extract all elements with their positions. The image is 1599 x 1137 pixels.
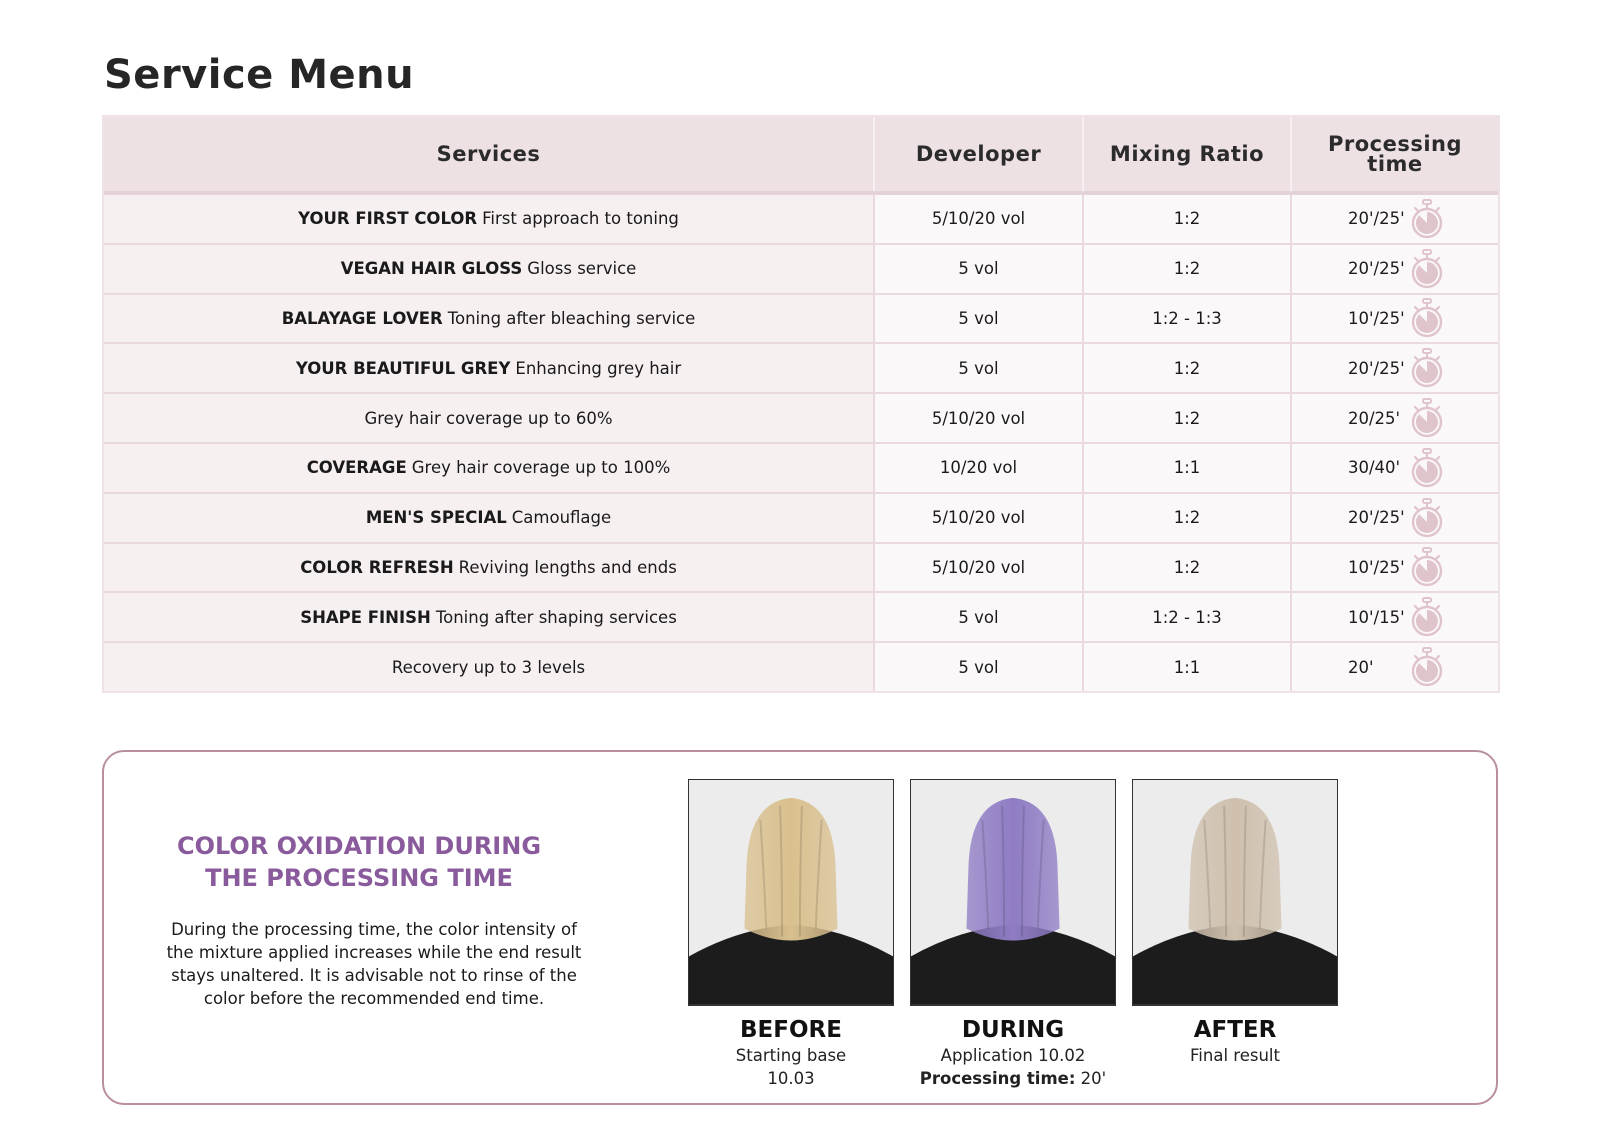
service-name: YOUR FIRST COLOR: [298, 209, 478, 229]
mixing-ratio-cell: 1:2 - 1:3: [1084, 593, 1292, 641]
service-description: Gloss service: [527, 259, 637, 279]
table-row: [104, 492, 1498, 542]
stopwatch-icon: [1410, 348, 1444, 388]
table-row: [104, 641, 1498, 691]
stage-label: DURING: [961, 1017, 1065, 1043]
developer-cell: 5 vol: [875, 593, 1084, 641]
processing-time-cell: [1292, 544, 1498, 592]
processing-time-cell: [1292, 195, 1498, 243]
processing-time-cell: [1292, 344, 1498, 392]
mixing-ratio-cell: 1:2: [1084, 544, 1292, 592]
service-name: COLOR REFRESH: [300, 557, 454, 577]
service-description: Camouflage: [511, 508, 612, 528]
mixing-ratio-cell: 1:2: [1084, 394, 1292, 442]
developer-cell: 5 vol: [875, 245, 1084, 293]
service-name: MEN'S SPECIAL: [365, 508, 507, 528]
stage-label: BEFORE: [740, 1017, 842, 1043]
table-row: [104, 591, 1498, 641]
stopwatch-icon: [1410, 249, 1444, 289]
service-description: First approach to toning: [482, 209, 679, 229]
stage-label: AFTER: [1193, 1017, 1277, 1043]
developer-cell: 5/10/20 vol: [875, 544, 1084, 592]
service-description: Toning after bleaching service: [447, 308, 696, 328]
processing-time-cell: [1292, 444, 1498, 492]
oxidation-heading: COLOR OXIDATION DURING THE PROCESSING TIME: [176, 832, 542, 892]
header-mixing-ratio: Mixing Ratio: [1084, 117, 1292, 191]
service-cell: [104, 245, 875, 293]
stopwatch-icon: [1410, 498, 1444, 538]
processing-time-value: 20'/25': [1348, 209, 1405, 229]
header-processing-time: Processing time: [1327, 132, 1463, 176]
hair-bob-illustration: [1133, 780, 1337, 1005]
service-cell: [104, 444, 875, 492]
processing-time-wrap: [1292, 597, 1498, 637]
table-body: [104, 195, 1498, 691]
developer-cell: 5 vol: [875, 295, 1084, 343]
stage-description: Application 10.02: [940, 1046, 1086, 1065]
mixing-ratio-cell: 1:2: [1084, 245, 1292, 293]
service-description: Recovery up to 3 levels: [391, 657, 586, 677]
developer-cell: 5 vol: [875, 344, 1084, 392]
oxidation-description: During the processing time, the color intensity of the mixture applied increases while the end result stays unaltered. It is advisable not to rinse of the color before the recommended end time.: [166, 920, 582, 1008]
processing-time-wrap: [1292, 199, 1498, 239]
service-description: Reviving lengths and ends: [458, 557, 677, 577]
processing-time-value: 10'/15': [1348, 607, 1405, 627]
stage-description: Final result: [1190, 1046, 1280, 1065]
processing-time-wrap: [1292, 547, 1498, 587]
stopwatch-icon: [1410, 199, 1444, 239]
mixing-ratio-cell: 1:1: [1084, 444, 1292, 492]
processing-time-cell: [1292, 295, 1498, 343]
stage-card-after: [1132, 779, 1338, 1067]
table-row: [104, 243, 1498, 293]
developer-cell: 5/10/20 vol: [875, 394, 1084, 442]
service-cell: [104, 195, 875, 243]
service-name: YOUR BEAUTIFUL GREY: [295, 358, 511, 378]
service-cell: [104, 394, 875, 442]
hair-photo: [910, 779, 1116, 1006]
processing-time-cell: [1292, 245, 1498, 293]
service-cell: [104, 544, 875, 592]
hair-bob-illustration: [911, 780, 1115, 1005]
service-cell: [104, 295, 875, 343]
processing-time-cell: [1292, 643, 1498, 691]
processing-time-value: 20': [1348, 657, 1374, 677]
developer-cell: 5/10/20 vol: [875, 494, 1084, 542]
service-table: [102, 115, 1500, 693]
processing-time-wrap: [1292, 298, 1498, 338]
service-cell: [104, 643, 875, 691]
stopwatch-icon: [1410, 647, 1444, 687]
stage-card-before: [688, 779, 894, 1090]
stage-processing-label: Processing time:: [919, 1069, 1076, 1088]
processing-time-cell: [1292, 494, 1498, 542]
table-row: [104, 342, 1498, 392]
oxidation-panel: [102, 750, 1498, 1105]
stage-description: Starting base 10.03: [735, 1046, 847, 1088]
mixing-ratio-cell: 1:2: [1084, 195, 1292, 243]
developer-cell: 5 vol: [875, 643, 1084, 691]
processing-time-cell: [1292, 593, 1498, 641]
hair-photo: [1132, 779, 1338, 1006]
mixing-ratio-cell: 1:1: [1084, 643, 1292, 691]
processing-time-cell: [1292, 394, 1498, 442]
processing-time-wrap: [1292, 647, 1498, 687]
processing-time-value: 10'/25': [1348, 308, 1405, 328]
stopwatch-icon: [1410, 398, 1444, 438]
service-cell: [104, 593, 875, 641]
service-name: VEGAN HAIR GLOSS: [340, 259, 523, 279]
stage-card-during: [910, 779, 1116, 1090]
table-row: [104, 392, 1498, 442]
processing-time-value: 20'/25': [1348, 508, 1405, 528]
mixing-ratio-cell: 1:2: [1084, 494, 1292, 542]
service-name: COVERAGE: [306, 458, 407, 478]
developer-cell: 5/10/20 vol: [875, 195, 1084, 243]
processing-time-wrap: [1292, 498, 1498, 538]
service-description: Grey hair coverage up to 100%: [411, 458, 671, 478]
service-description: Grey hair coverage up to 60%: [364, 408, 613, 428]
stopwatch-icon: [1410, 547, 1444, 587]
table-row: [104, 542, 1498, 592]
header-services: Services: [104, 117, 875, 191]
processing-time-wrap: [1292, 249, 1498, 289]
processing-time-value: 20/25': [1348, 408, 1401, 428]
processing-time-wrap: [1292, 348, 1498, 388]
developer-cell: 10/20 vol: [875, 444, 1084, 492]
stopwatch-icon: [1410, 448, 1444, 488]
stopwatch-icon: [1410, 597, 1444, 637]
service-cell: [104, 494, 875, 542]
service-name: BALAYAGE LOVER: [281, 308, 443, 328]
table-row: [104, 195, 1498, 243]
mixing-ratio-cell: 1:2 - 1:3: [1084, 295, 1292, 343]
header-developer: Developer: [875, 117, 1084, 191]
stopwatch-icon: [1410, 298, 1444, 338]
page-title: Service Menu: [104, 52, 415, 98]
processing-time-value: 30/40': [1348, 458, 1401, 478]
stage-processing-time: [910, 1067, 1116, 1090]
processing-time-wrap: [1292, 448, 1498, 488]
table-row: [104, 293, 1498, 343]
processing-time-value: 20'/25': [1348, 259, 1405, 279]
table-header-row: [104, 117, 1498, 195]
hair-bob-illustration: [689, 780, 893, 1005]
service-name: SHAPE FINISH: [300, 607, 431, 627]
processing-time-value: 10'/25': [1348, 557, 1405, 577]
service-cell: [104, 344, 875, 392]
processing-time-wrap: [1292, 398, 1498, 438]
mixing-ratio-cell: 1:2: [1084, 344, 1292, 392]
service-description: Enhancing grey hair: [515, 358, 682, 378]
processing-time-value: 20'/25': [1348, 358, 1405, 378]
service-description: Toning after shaping services: [435, 607, 677, 627]
hair-photo: [688, 779, 894, 1006]
table-row: [104, 442, 1498, 492]
stage-processing-value: 20': [1075, 1069, 1107, 1088]
